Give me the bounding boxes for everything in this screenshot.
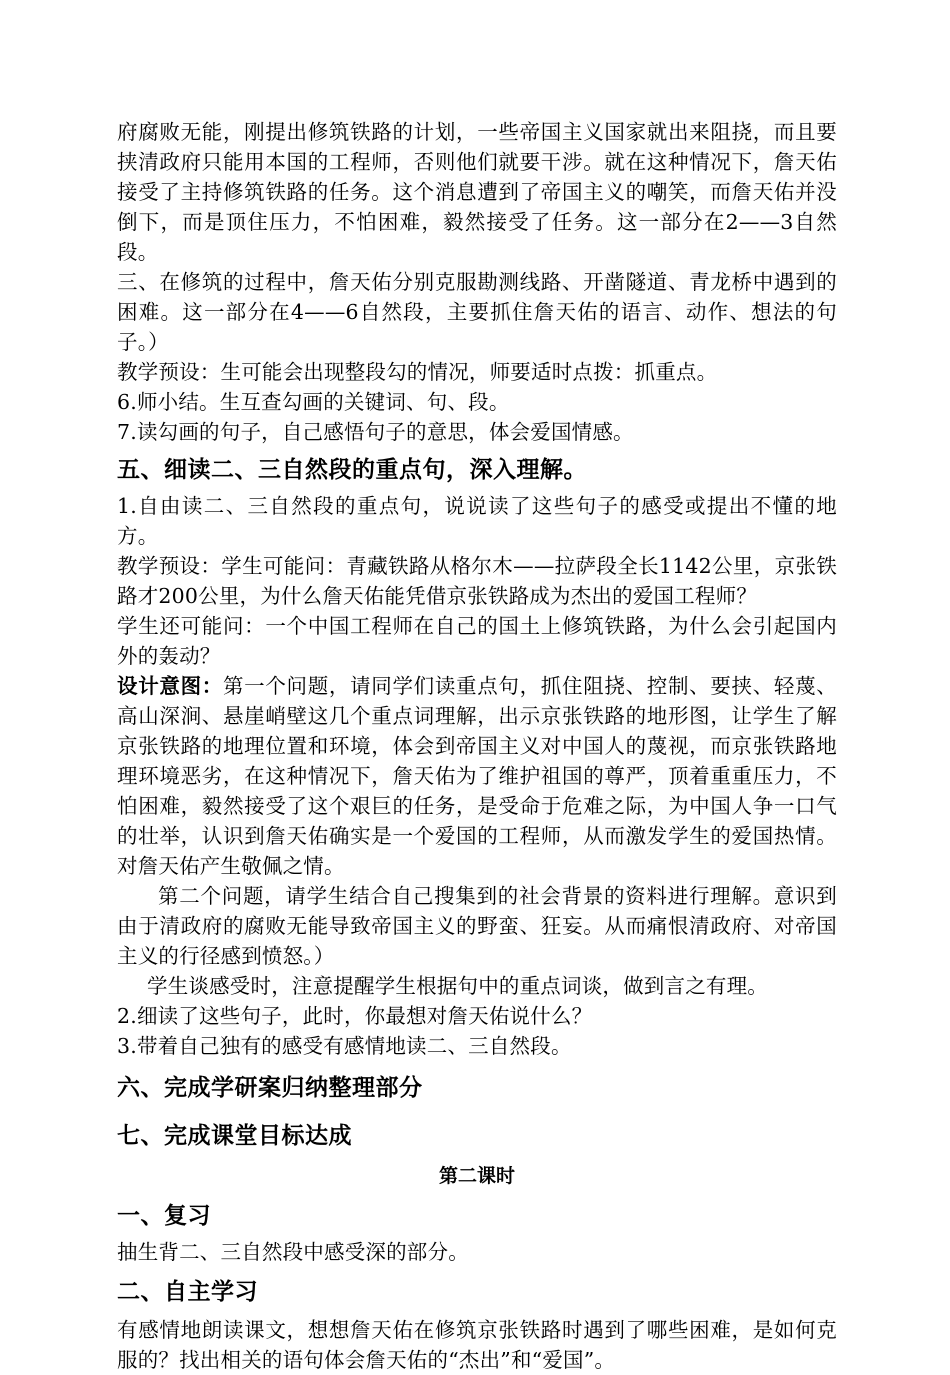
paragraph-design-intent xyxy=(117,671,837,881)
paragraph-teaching-preset-1: 教学预设：生可能会出现整段勾的情况，师要适时点拨：抓重点。 xyxy=(117,360,718,384)
heading-self-study: 二、自主学习 xyxy=(117,1279,258,1305)
paragraph-feeling: 学生谈感受时，注意提醒学生根据句中的重点词谈，做到言之有理。 xyxy=(147,974,768,998)
paragraph-second-question: 第二个问题，请学生结合自己搜集到的社会背景的资料进行理解。意识到由于清政府的腐败无能导致帝国主义的野蛮、狂妄。从而痛恨清政府、对帝国主义的行径感到愤怒。） xyxy=(117,884,837,968)
paragraph-self-study: 有感情地朗读课文，想想詹天佑在修筑京张铁路时遇到了哪些困难，是如何克服的？找出相关的语句体会詹天佑的“杰出”和“爱国”。 xyxy=(117,1318,837,1372)
paragraph-teaching-preset-2: 教学预设：学生可能问：青藏铁路从格尔木——拉萨段全长1142公里，京张铁路才200公里，为什么詹天佑能凭借京张铁路成为杰出的爱国工程师？ xyxy=(117,554,837,608)
heading-section-7: 七、完成课堂目标达成 xyxy=(117,1123,352,1149)
document-page xyxy=(117,117,837,1375)
paragraph-5-1: 1.自由读二、三自然段的重点句，说说读了这些句子的感受或提出不懂的地方。 xyxy=(117,494,837,548)
paragraph-step-6: 6.师小结。生互查勾画的关键词、句、段。 xyxy=(117,390,510,414)
paragraph-part3: 三、在修筑的过程中，詹天佑分别克服勘测线路、开凿隧道、青龙桥中遇到的困难。这一部分在4——6自然段，主要抓住詹天佑的语言、动作、想法的句子。） xyxy=(117,270,837,354)
paragraph-teaching-preset-3: 学生还可能问：一个中国工程师在自己的国土上修筑铁路，为什么会引起国内外的轰动？ xyxy=(117,614,837,668)
design-intent-label: 设计意图： xyxy=(117,674,223,698)
paragraph-intro: 府腐败无能，刚提出修筑铁路的计划，一些帝国主义国家就出来阻挠，而且要挟清政府只能用本国的工程师，否则他们就要干涉。就在这种情况下，詹天佑接受了主持修筑铁路的任务。这个消息遭到了帝国主义的嘲笑，而詹天佑并没倒下，而是顶住压力，不怕困难，毅然接受了任务。这一部分在2——3自然段。 xyxy=(117,120,837,264)
paragraph-5-2: 2.细读了这些句子，此时，你最想对詹天佑说什么？ xyxy=(117,1004,593,1028)
paragraph-step-7: 7.读勾画的句子，自己感悟句子的意思，体会爱国情感。 xyxy=(117,420,634,444)
paragraph-5-3: 3.带着自己独有的感受有感情地读二、三自然段。 xyxy=(117,1034,572,1058)
design-intent-text: 第一个问题，请同学们读重点句，抓住阻挠、控制、要挟、轻蔑、高山深涧、悬崖峭壁这几个重点词理解，出示京张铁路的地形图，让学生了解京张铁路的地理位置和环境，体会到帝国主义对中国人的蔑视，而京张铁路地理环境恶劣，在这种情况下，詹天佑为了维护祖国的尊严，顶着重重压力，不怕困难，毅然接受了这个艰巨的任务，是受命于危难之际，为中国人争一口气的壮举，认识到詹天佑确实是一个爱国的工程师，从而激发学生的爱国热情。对詹天佑产生敬佩之情。 xyxy=(117,674,837,878)
paragraph-review: 抽生背二、三自然段中感受深的部分。 xyxy=(117,1240,469,1264)
lesson-2-title: 第二课时 xyxy=(438,1165,515,1187)
heading-review: 一、复习 xyxy=(117,1203,211,1229)
heading-section-6: 六、完成学研案归纳整理部分 xyxy=(117,1075,423,1101)
heading-section-5: 五、细读二、三自然段的重点句，深入理解。 xyxy=(117,457,587,483)
